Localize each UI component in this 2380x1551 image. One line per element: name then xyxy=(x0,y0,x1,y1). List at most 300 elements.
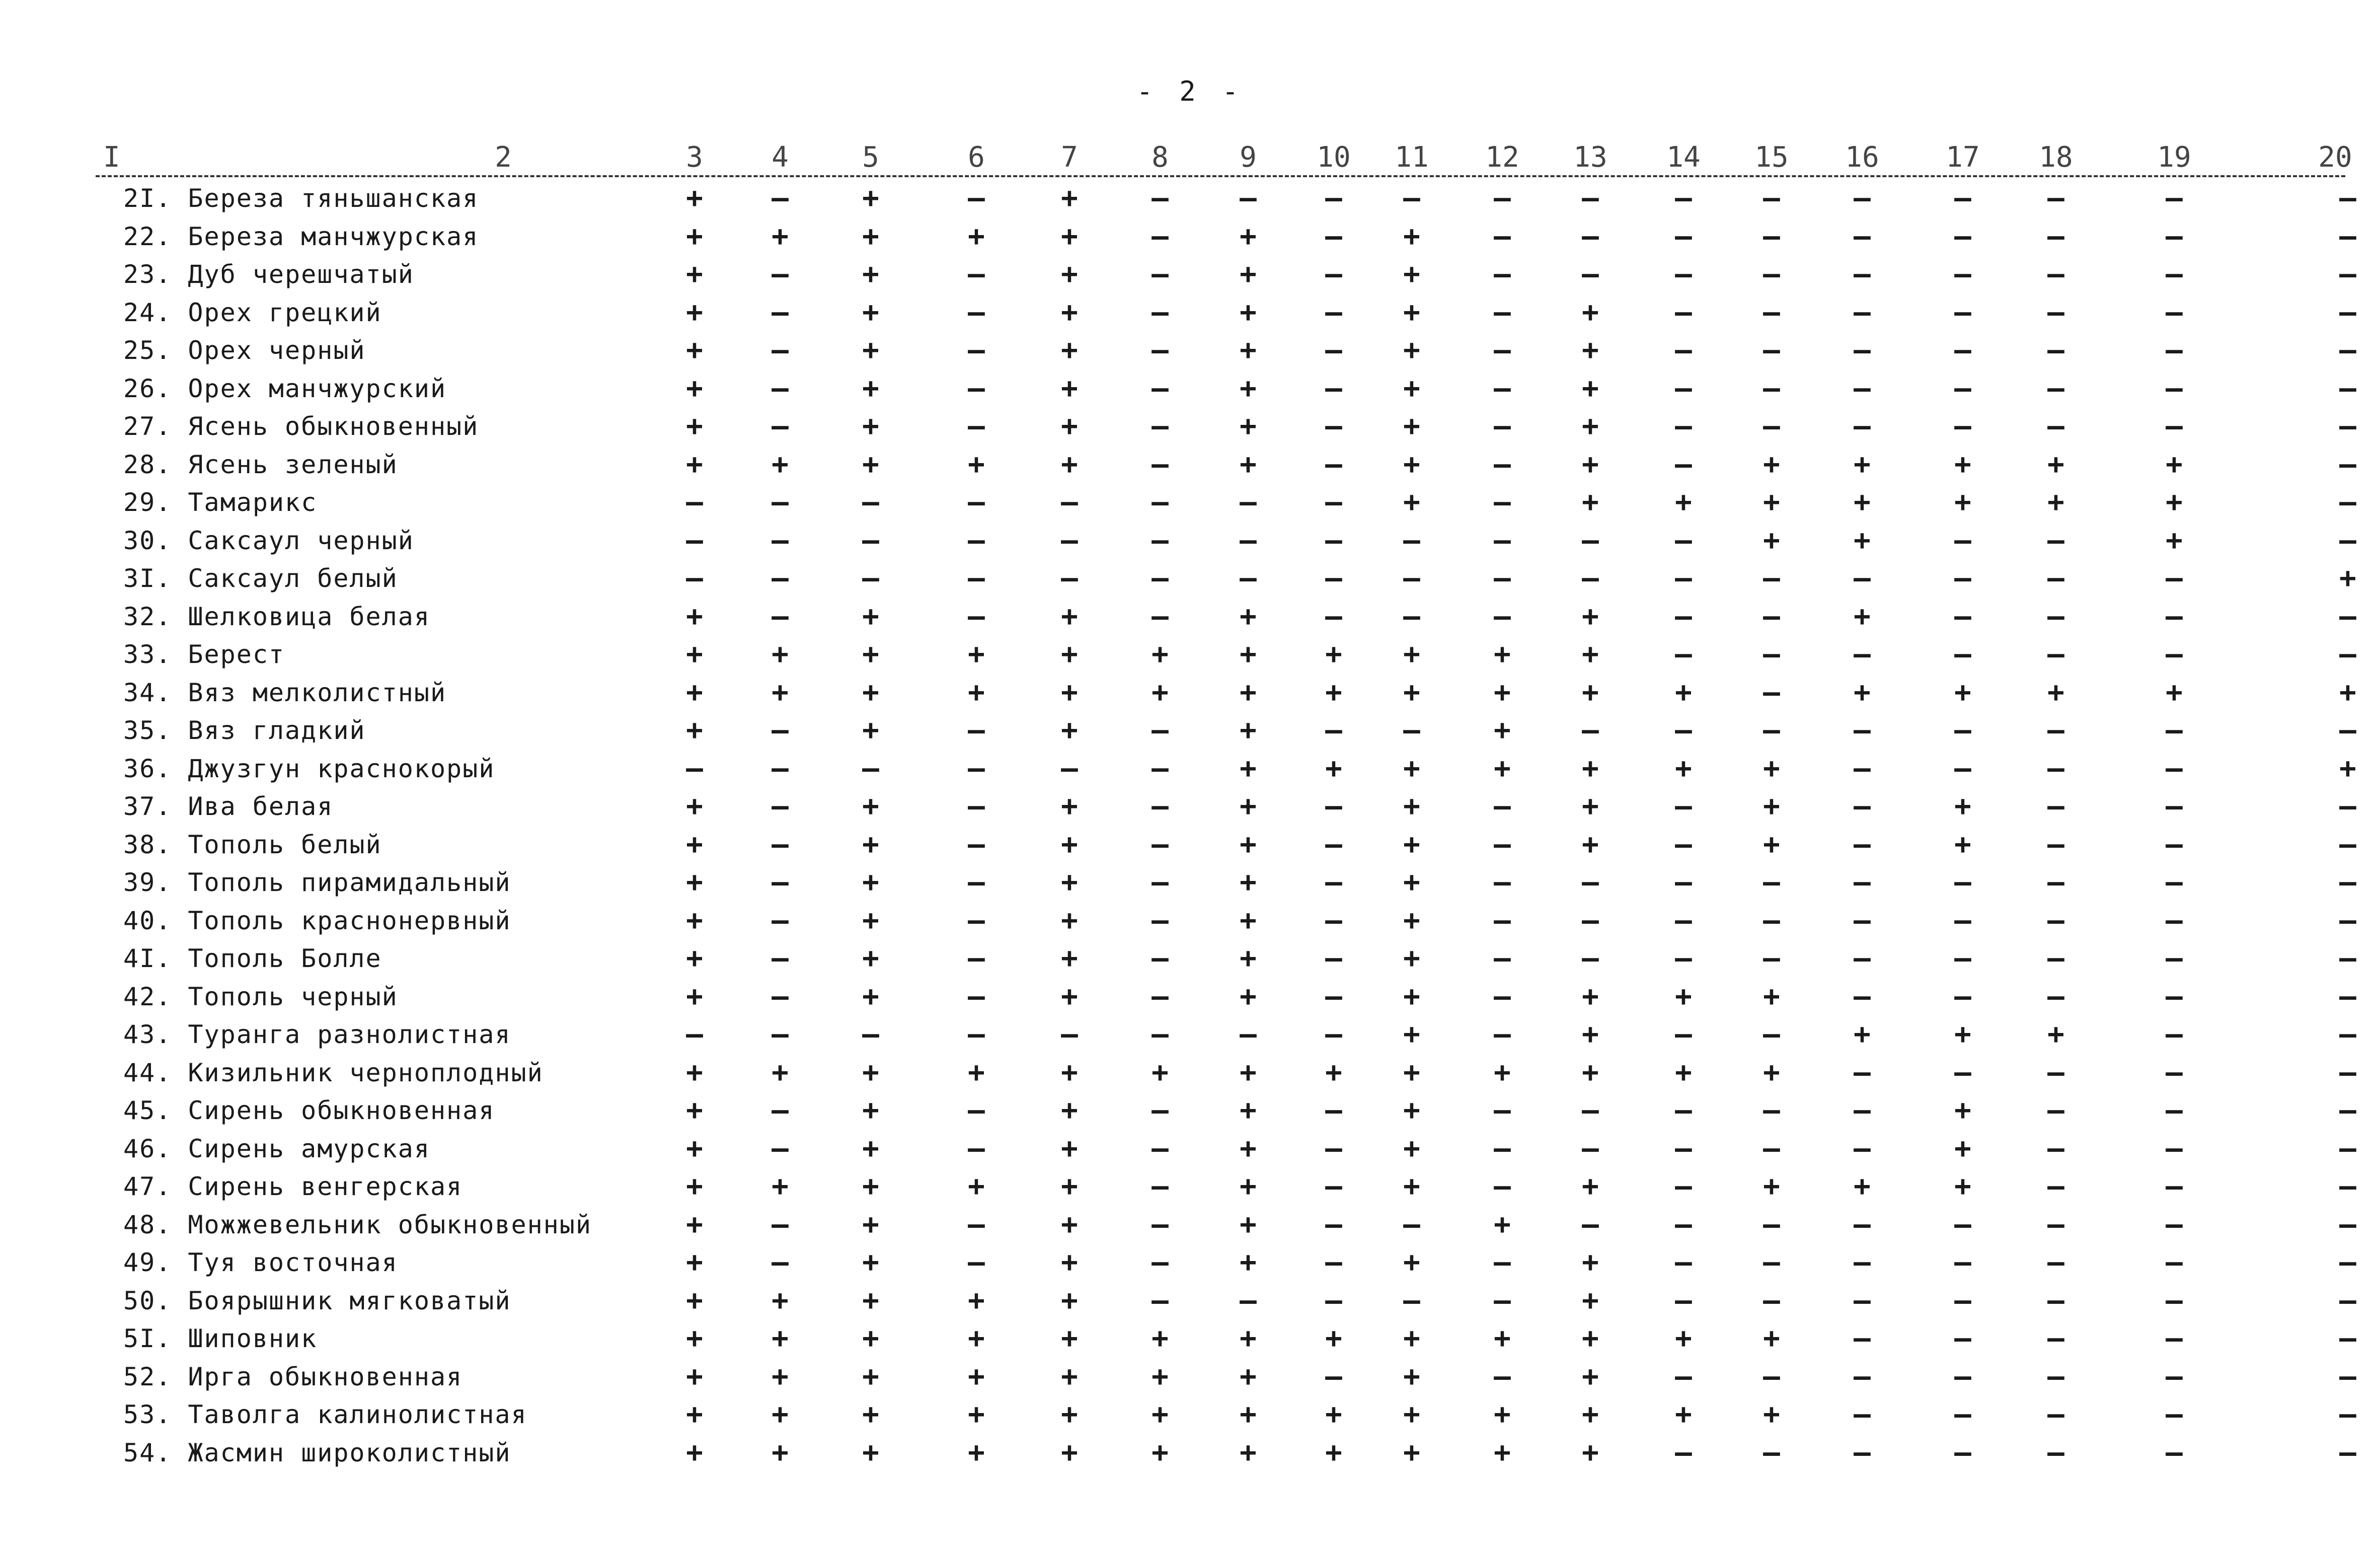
minus-mark: – xyxy=(1675,219,1692,253)
plus-mark: + xyxy=(1061,1246,1078,1279)
minus-mark: – xyxy=(1325,219,1342,253)
plus-mark: + xyxy=(1675,486,1692,519)
plus-mark: + xyxy=(1061,980,1078,1013)
plus-mark: + xyxy=(1403,1360,1420,1393)
minus-mark: – xyxy=(1494,448,1511,481)
plus-mark: + xyxy=(1582,752,1599,785)
minus-mark: – xyxy=(1854,258,1871,290)
minus-mark: – xyxy=(1403,562,1420,595)
minus-mark: – xyxy=(1325,1094,1342,1127)
minus-mark: – xyxy=(1763,638,1780,671)
minus-mark: – xyxy=(2339,219,2356,253)
column-number: 11 xyxy=(1395,141,1429,174)
plus-mark: + xyxy=(1240,904,1257,937)
minus-mark: – xyxy=(772,714,789,747)
minus-mark: – xyxy=(968,828,985,861)
minus-mark: – xyxy=(1151,1208,1169,1241)
minus-mark: – xyxy=(1763,219,1780,253)
minus-mark: – xyxy=(1763,182,1780,214)
minus-mark: – xyxy=(2339,1208,2356,1241)
plus-mark: + xyxy=(1240,258,1257,290)
species-name: 47. Сирень венгерская xyxy=(123,1172,463,1201)
minus-mark: – xyxy=(686,486,703,519)
plus-mark: + xyxy=(968,1056,985,1089)
table-row xyxy=(0,1130,2380,1167)
plus-mark: + xyxy=(862,980,879,1013)
plus-mark: + xyxy=(862,296,879,329)
plus-mark: + xyxy=(968,448,985,481)
plus-mark: + xyxy=(1061,828,1078,861)
minus-mark: – xyxy=(2047,1170,2064,1203)
minus-mark: – xyxy=(1151,904,1169,937)
plus-mark: + xyxy=(1954,1018,1971,1051)
minus-mark: – xyxy=(1494,1018,1511,1051)
plus-mark: + xyxy=(1582,790,1599,823)
plus-mark: + xyxy=(1061,1170,1078,1203)
minus-mark: – xyxy=(1854,980,1871,1013)
page-number: - 2 - xyxy=(1136,76,1244,107)
minus-mark: – xyxy=(1325,790,1342,823)
minus-mark: – xyxy=(1763,1284,1780,1317)
minus-mark: – xyxy=(2166,1436,2183,1469)
minus-mark: – xyxy=(1954,258,1971,290)
plus-mark: + xyxy=(968,676,985,709)
plus-mark: + xyxy=(1240,866,1257,899)
minus-mark: – xyxy=(772,334,789,366)
plus-mark: + xyxy=(1061,1208,1078,1241)
table-row xyxy=(0,674,2380,711)
plus-mark: + xyxy=(1675,1322,1692,1355)
plus-mark: + xyxy=(1403,448,1420,481)
minus-mark: – xyxy=(772,1132,789,1165)
minus-mark: – xyxy=(1854,334,1871,366)
plus-mark: + xyxy=(686,182,703,214)
plus-mark: + xyxy=(686,1436,703,1469)
minus-mark: – xyxy=(2166,1208,2183,1241)
minus-mark: – xyxy=(1675,1208,1692,1241)
species-name: 30. Саксаул черный xyxy=(123,526,414,555)
plus-mark: + xyxy=(1582,334,1599,366)
minus-mark: – xyxy=(1675,1360,1692,1393)
minus-mark: – xyxy=(1954,980,1971,1013)
plus-mark: + xyxy=(1061,448,1078,481)
column-number: 5 xyxy=(862,141,879,174)
minus-mark: – xyxy=(1763,334,1780,366)
minus-mark: – xyxy=(2339,410,2356,442)
minus-mark: – xyxy=(1582,1094,1599,1127)
minus-mark: – xyxy=(1763,372,1780,405)
plus-mark: + xyxy=(772,1170,789,1203)
plus-mark: + xyxy=(1151,1056,1169,1089)
plus-mark: + xyxy=(1240,410,1257,442)
minus-mark: – xyxy=(1763,1018,1780,1051)
minus-mark: – xyxy=(2339,790,2356,823)
minus-mark: – xyxy=(968,904,985,937)
species-name: 32. Шелковица белая xyxy=(123,602,430,631)
plus-mark: + xyxy=(968,1436,985,1469)
table-row xyxy=(0,750,2380,787)
plus-mark: + xyxy=(1061,600,1078,633)
species-name: 5I. Шиповник xyxy=(123,1324,318,1353)
minus-mark: – xyxy=(1151,562,1169,595)
minus-mark: – xyxy=(1675,296,1692,329)
species-name: 36. Джузгун краснокорый xyxy=(123,754,495,783)
plus-mark: + xyxy=(968,1322,985,1355)
plus-mark: + xyxy=(862,1436,879,1469)
plus-mark: + xyxy=(1403,372,1420,405)
plus-mark: + xyxy=(1061,334,1078,366)
plus-mark: + xyxy=(2339,562,2356,595)
minus-mark: – xyxy=(1325,1132,1342,1165)
plus-mark: + xyxy=(1854,1170,1871,1203)
table-row xyxy=(0,332,2380,369)
plus-mark: + xyxy=(1854,1018,1871,1051)
minus-mark: – xyxy=(968,334,985,366)
minus-mark: – xyxy=(772,1094,789,1127)
plus-mark: + xyxy=(1494,714,1511,747)
plus-mark: + xyxy=(686,258,703,290)
minus-mark: – xyxy=(2047,182,2064,214)
minus-mark: – xyxy=(1675,372,1692,405)
table-row xyxy=(0,864,2380,901)
plus-mark: + xyxy=(686,790,703,823)
minus-mark: – xyxy=(1494,866,1511,899)
minus-mark: – xyxy=(686,1018,703,1051)
minus-mark: – xyxy=(772,410,789,442)
table-row xyxy=(0,1282,2380,1319)
plus-mark: + xyxy=(1240,1056,1257,1089)
minus-mark: – xyxy=(1954,410,1971,442)
plus-mark: + xyxy=(862,866,879,899)
minus-mark: – xyxy=(1675,562,1692,595)
plus-mark: + xyxy=(968,1360,985,1393)
species-name: 4I. Тополь Болле xyxy=(123,944,382,973)
minus-mark: – xyxy=(1151,182,1169,214)
plus-mark: + xyxy=(1061,904,1078,937)
minus-mark: – xyxy=(1494,904,1511,937)
minus-mark: – xyxy=(1403,714,1420,747)
minus-mark: – xyxy=(2166,600,2183,633)
minus-mark: – xyxy=(2339,1056,2356,1089)
minus-mark: – xyxy=(1403,1284,1420,1317)
table-row xyxy=(0,446,2380,483)
plus-mark: + xyxy=(772,1322,789,1355)
minus-mark: – xyxy=(1675,334,1692,366)
minus-mark: – xyxy=(2166,1018,2183,1051)
plus-mark: + xyxy=(1675,676,1692,709)
column-number: 10 xyxy=(1317,141,1351,174)
plus-mark: + xyxy=(1240,600,1257,633)
species-name: 25. Орех черный xyxy=(123,336,366,365)
plus-mark: + xyxy=(1582,1436,1599,1469)
minus-mark: – xyxy=(2047,219,2064,253)
plus-mark: + xyxy=(862,258,879,290)
minus-mark: – xyxy=(1325,182,1342,214)
plus-mark: + xyxy=(1403,1436,1420,1469)
minus-mark: – xyxy=(1854,790,1871,823)
species-name: 2I. Береза тяньшанская xyxy=(123,184,479,213)
minus-mark: – xyxy=(686,524,703,557)
plus-mark: + xyxy=(862,790,879,823)
minus-mark: – xyxy=(968,1094,985,1127)
plus-mark: + xyxy=(1240,219,1257,253)
minus-mark: – xyxy=(1403,524,1420,557)
minus-mark: – xyxy=(2339,828,2356,861)
minus-mark: – xyxy=(2339,600,2356,633)
minus-mark: – xyxy=(968,600,985,633)
plus-mark: + xyxy=(1582,296,1599,329)
minus-mark: – xyxy=(1494,942,1511,975)
plus-mark: + xyxy=(1854,524,1871,557)
plus-mark: + xyxy=(1240,828,1257,861)
table-row xyxy=(0,1092,2380,1129)
species-name: 43. Туранга разнолистная xyxy=(123,1020,511,1049)
table-row xyxy=(0,522,2380,559)
plus-mark: + xyxy=(1061,790,1078,823)
species-name: 23. Дуб черешчатый xyxy=(123,260,414,289)
plus-mark: + xyxy=(862,1246,879,1279)
plus-mark: + xyxy=(1240,1322,1257,1355)
minus-mark: – xyxy=(2339,296,2356,329)
table-row xyxy=(0,1206,2380,1243)
species-name: 45. Сирень обыкновенная xyxy=(123,1096,495,1125)
species-name: 35. Вяз гладкий xyxy=(123,716,366,745)
table-row xyxy=(0,1054,2380,1091)
minus-mark: – xyxy=(1582,942,1599,975)
minus-mark: – xyxy=(1403,1208,1420,1241)
minus-mark: – xyxy=(1240,562,1257,595)
minus-mark: – xyxy=(1954,1208,1971,1241)
plus-mark: + xyxy=(686,1208,703,1241)
minus-mark: – xyxy=(2047,600,2064,633)
minus-mark: – xyxy=(1854,942,1871,975)
plus-mark: + xyxy=(1151,676,1169,709)
header-rule xyxy=(96,175,2345,177)
minus-mark: – xyxy=(2166,714,2183,747)
minus-mark: – xyxy=(968,258,985,290)
plus-mark: + xyxy=(1240,1436,1257,1469)
plus-mark: + xyxy=(1854,486,1871,519)
minus-mark: – xyxy=(1763,600,1780,633)
column-number: 9 xyxy=(1240,141,1257,174)
minus-mark: – xyxy=(2047,562,2064,595)
minus-mark: – xyxy=(686,752,703,785)
minus-mark: – xyxy=(1854,219,1871,253)
plus-mark: + xyxy=(1403,1132,1420,1165)
minus-mark: – xyxy=(1954,1436,1971,1469)
minus-mark: – xyxy=(1954,562,1971,595)
minus-mark: – xyxy=(1854,1208,1871,1241)
minus-mark: – xyxy=(862,524,879,557)
minus-mark: – xyxy=(1325,828,1342,861)
minus-mark: – xyxy=(2339,182,2356,214)
plus-mark: + xyxy=(862,1208,879,1241)
plus-mark: + xyxy=(772,219,789,253)
plus-mark: + xyxy=(1763,486,1780,519)
plus-mark: + xyxy=(1240,676,1257,709)
plus-mark: + xyxy=(1403,904,1420,937)
minus-mark: – xyxy=(1494,1094,1511,1127)
minus-mark: – xyxy=(1954,714,1971,747)
minus-mark: – xyxy=(1954,219,1971,253)
plus-mark: + xyxy=(1240,1094,1257,1127)
minus-mark: – xyxy=(1854,714,1871,747)
minus-mark: – xyxy=(1954,866,1971,899)
minus-mark: – xyxy=(2047,1398,2064,1431)
plus-mark: + xyxy=(968,1284,985,1317)
species-name: 52. Ирга обыкновенная xyxy=(123,1362,463,1391)
minus-mark: – xyxy=(1582,714,1599,747)
plus-mark: + xyxy=(1494,1322,1511,1355)
plus-mark: + xyxy=(1763,828,1780,861)
plus-mark: + xyxy=(1494,1398,1511,1431)
minus-mark: – xyxy=(1151,1018,1169,1051)
plus-mark: + xyxy=(1582,372,1599,405)
species-name: 28. Ясень зеленый xyxy=(123,450,398,479)
minus-mark: – xyxy=(862,1018,879,1051)
minus-mark: – xyxy=(1582,866,1599,899)
minus-mark: – xyxy=(1854,1132,1871,1165)
minus-mark: – xyxy=(1325,1360,1342,1393)
minus-mark: – xyxy=(1494,182,1511,214)
plus-mark: + xyxy=(1240,1360,1257,1393)
table-row xyxy=(0,180,2380,217)
minus-mark: – xyxy=(1325,562,1342,595)
minus-mark: – xyxy=(2166,904,2183,937)
plus-mark: + xyxy=(686,942,703,975)
species-name: 39. Тополь пирамидальный xyxy=(123,868,511,897)
table-row xyxy=(0,560,2380,597)
plus-mark: + xyxy=(1494,676,1511,709)
species-name: 24. Орех грецкий xyxy=(123,298,382,327)
minus-mark: – xyxy=(2339,866,2356,899)
minus-mark: – xyxy=(2047,296,2064,329)
species-name: 42. Тополь черный xyxy=(123,982,398,1011)
minus-mark: – xyxy=(1854,1398,1871,1431)
minus-mark: – xyxy=(2166,182,2183,214)
table-row xyxy=(0,294,2380,331)
plus-mark: + xyxy=(1403,866,1420,899)
minus-mark: – xyxy=(1325,1018,1342,1051)
minus-mark: – xyxy=(1954,1322,1971,1355)
minus-mark: – xyxy=(2166,1132,2183,1165)
minus-mark: – xyxy=(2047,1132,2064,1165)
minus-mark: – xyxy=(968,410,985,442)
column-number: 19 xyxy=(2157,141,2191,174)
plus-mark: + xyxy=(686,714,703,747)
plus-mark: + xyxy=(1954,828,1971,861)
minus-mark: – xyxy=(1763,1360,1780,1393)
minus-mark: – xyxy=(1325,942,1342,975)
plus-mark: + xyxy=(686,1170,703,1203)
minus-mark: – xyxy=(1854,828,1871,861)
minus-mark: – xyxy=(2166,638,2183,671)
plus-mark: + xyxy=(1675,752,1692,785)
plus-mark: + xyxy=(1061,410,1078,442)
minus-mark: – xyxy=(1954,1284,1971,1317)
plus-mark: + xyxy=(862,1170,879,1203)
minus-mark: – xyxy=(1675,828,1692,861)
minus-mark: – xyxy=(772,790,789,823)
column-number: 13 xyxy=(1573,141,1607,174)
minus-mark: – xyxy=(1675,410,1692,442)
plus-mark: + xyxy=(862,1322,879,1355)
minus-mark: – xyxy=(2339,1322,2356,1355)
species-name: 49. Туя восточная xyxy=(123,1248,398,1277)
plus-mark: + xyxy=(1403,1322,1420,1355)
plus-mark: + xyxy=(862,1398,879,1431)
plus-mark: + xyxy=(1763,1322,1780,1355)
minus-mark: – xyxy=(1151,258,1169,290)
plus-mark: + xyxy=(862,828,879,861)
column-number: 18 xyxy=(2039,141,2073,174)
table-row xyxy=(0,788,2380,825)
minus-mark: – xyxy=(2047,1056,2064,1089)
minus-mark: – xyxy=(1954,904,1971,937)
minus-mark: – xyxy=(1494,219,1511,253)
minus-mark: – xyxy=(772,904,789,937)
table-row xyxy=(0,826,2380,863)
plus-mark: + xyxy=(686,296,703,329)
minus-mark: – xyxy=(1151,410,1169,442)
plus-mark: + xyxy=(862,942,879,975)
minus-mark: – xyxy=(686,562,703,595)
plus-mark: + xyxy=(2047,486,2064,519)
minus-mark: – xyxy=(1325,1170,1342,1203)
minus-mark: – xyxy=(968,752,985,785)
plus-mark: + xyxy=(862,676,879,709)
minus-mark: – xyxy=(1240,1018,1257,1051)
minus-mark: – xyxy=(1061,486,1078,519)
species-name: 33. Берест xyxy=(123,640,285,669)
minus-mark: – xyxy=(1954,600,1971,633)
minus-mark: – xyxy=(2047,904,2064,937)
plus-mark: + xyxy=(1240,714,1257,747)
minus-mark: – xyxy=(2339,942,2356,975)
minus-mark: – xyxy=(1151,866,1169,899)
minus-mark: – xyxy=(772,866,789,899)
plus-mark: + xyxy=(686,1322,703,1355)
plus-mark: + xyxy=(1061,1094,1078,1127)
plus-mark: + xyxy=(2166,524,2183,557)
minus-mark: – xyxy=(772,372,789,405)
minus-mark: – xyxy=(1325,1284,1342,1317)
plus-mark: + xyxy=(1403,486,1420,519)
plus-mark: + xyxy=(862,410,879,442)
minus-mark: – xyxy=(2166,1322,2183,1355)
species-name: 53. Таволга калинолистная xyxy=(123,1400,527,1429)
minus-mark: – xyxy=(2047,790,2064,823)
column-number: 2 xyxy=(495,141,512,174)
plus-mark: + xyxy=(1403,219,1420,253)
plus-mark: + xyxy=(686,1398,703,1431)
minus-mark: – xyxy=(1954,296,1971,329)
plus-mark: + xyxy=(1240,752,1257,785)
minus-mark: – xyxy=(2047,828,2064,861)
minus-mark: – xyxy=(1325,334,1342,366)
plus-mark: + xyxy=(1061,372,1078,405)
plus-mark: + xyxy=(1403,334,1420,366)
plus-mark: + xyxy=(1494,1208,1511,1241)
minus-mark: – xyxy=(862,486,879,519)
minus-mark: – xyxy=(1675,1436,1692,1469)
minus-mark: – xyxy=(968,1208,985,1241)
plus-mark: + xyxy=(2339,676,2356,709)
plus-mark: + xyxy=(1403,258,1420,290)
minus-mark: – xyxy=(1954,638,1971,671)
minus-mark: – xyxy=(772,524,789,557)
table-row xyxy=(0,408,2380,445)
